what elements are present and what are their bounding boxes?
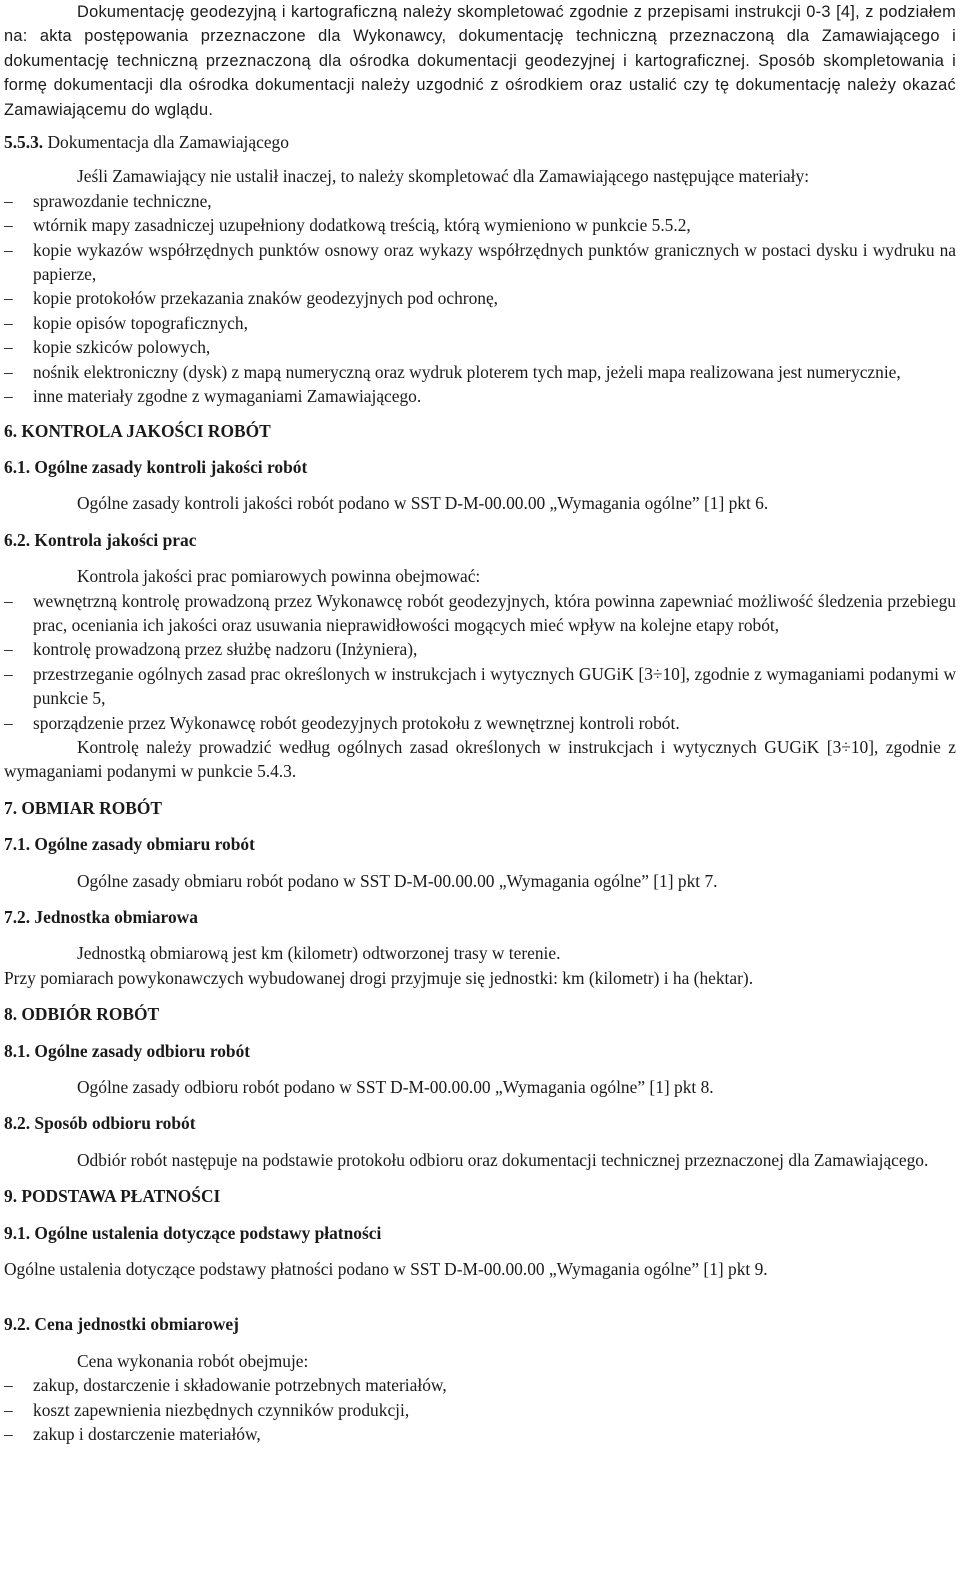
list-item bbox=[4, 189, 956, 213]
list-item bbox=[4, 589, 956, 638]
section-number: 5.5.3. bbox=[4, 132, 44, 153]
section-6-2-closing: Kontrolę należy prowadzić według ogólnych zasad określonych w instrukcjach i wytycznych GUGiK [3÷10], zgodnie z wymaganiami podanymi w punkcie 5.4.3. bbox=[4, 736, 956, 782]
list-item bbox=[4, 637, 956, 661]
dash-bullet: – bbox=[4, 312, 13, 333]
dash-bullet: – bbox=[4, 590, 13, 611]
dash-bullet: – bbox=[4, 190, 13, 211]
list-item-text: kopie szkiców polowych, bbox=[33, 337, 211, 358]
dash-bullet: – bbox=[4, 215, 13, 236]
dash-bullet: – bbox=[4, 288, 13, 309]
list-item bbox=[4, 238, 956, 287]
dash-bullet: – bbox=[4, 1399, 13, 1420]
dash-bullet: – bbox=[4, 1424, 13, 1445]
section-7-1-text: Ogólne zasady obmiaru robót podano w SST D-M-00.00.00 „Wymagania ogólne” [1] pkt 7. bbox=[77, 870, 718, 891]
section-7-1-heading: 7.1. Ogólne zasady obmiaru robót bbox=[4, 834, 255, 855]
list-item-text: kopie opisów topograficznych, bbox=[33, 312, 248, 333]
list-item-text: wewnętrzną kontrolę prowadzoną przez Wykonawcę robót geodezyjnych, która powinna zapewniać możliwość śledzenia przebiegu prac, oceniania ich jakości oraz usuwania nieprawidłowości mogących mieć wpływ na kolejne etapy robót, bbox=[33, 590, 956, 635]
section-6-2-lead: Kontrola jakości prac pomiarowych powinna obejmować: bbox=[77, 566, 481, 587]
section-8-2-text: Odbiór robót następuje na podstawie protokołu odbioru oraz dokumentacji technicznej przeznaczonej dla Zamawiającego. bbox=[77, 1149, 929, 1170]
section-5-5-3-lead: Jeśli Zamawiający nie ustalił inaczej, to należy skompletować dla Zamawiającego następujące materiały: bbox=[77, 166, 810, 187]
section-8-1-text: Ogólne zasady odbioru robót podano w SST D-M-00.00.00 „Wymagania ogólne” [1] pkt 8. bbox=[77, 1077, 714, 1098]
dash-bullet: – bbox=[4, 712, 13, 733]
list-item bbox=[4, 1398, 956, 1422]
section-8-heading: 8. ODBIÓR ROBÓT bbox=[4, 1004, 160, 1025]
list-item bbox=[4, 711, 956, 735]
list-item bbox=[4, 384, 956, 408]
section-6-1-heading: 6.1. Ogólne zasady kontroli jakości robót bbox=[4, 456, 308, 477]
list-item bbox=[4, 311, 956, 335]
section-7-2-heading: 7.2. Jednostka obmiarowa bbox=[4, 907, 198, 927]
quality-control-list bbox=[4, 589, 956, 735]
list-item-text: nośnik elektroniczny (dysk) z mapą numeryczną oraz wydruk ploterem tych map, jeżeli mapa realizowana jest numerycznie, bbox=[33, 361, 901, 382]
section-6-2-heading: 6.2. Kontrola jakości prac bbox=[4, 529, 197, 550]
section-9-2-lead: Cena wykonania robót obejmuje: bbox=[77, 1350, 309, 1371]
list-item-text: zakup i dostarczenie materiałów, bbox=[33, 1424, 261, 1445]
dash-bullet: – bbox=[4, 663, 13, 684]
list-item bbox=[4, 360, 956, 384]
list-item bbox=[4, 662, 956, 711]
section-6-1-text: Ogólne zasady kontroli jakości robót podano w SST D-M-00.00.00 „Wymagania ogólne” [1] pkt 6. bbox=[77, 493, 769, 514]
list-item-text: wtórnik mapy zasadniczej uzupełniony dodatkową treścią, którą wymieniono w punkcie 5.5.2, bbox=[33, 215, 691, 236]
materials-list bbox=[4, 189, 956, 409]
section-7-2-text-1: Jednostką obmiarową jest km (kilometr) odtworzonej trasy w terenie. bbox=[77, 943, 561, 964]
dash-bullet: – bbox=[4, 386, 13, 407]
list-item-text: kontrolę prowadzoną przez służbę nadzoru (Inżyniera), bbox=[33, 639, 418, 660]
section-5-5-3-heading bbox=[4, 130, 956, 154]
list-item-text: zakup, dostarczenie i składowanie potrzebnych materiałów, bbox=[33, 1375, 447, 1396]
intro-text-2: Sposób skompletowania i formę dokumentacji dla ośrodka dokumentacji należy uzgodnić z ośrodkiem oraz ustalić czy tę dokumentację należy okazać Zamawiającemu do wglądu. bbox=[4, 51, 956, 119]
list-item-text: inne materiały zgodne z wymaganiami Zamawiającego. bbox=[33, 386, 422, 407]
list-item bbox=[4, 213, 956, 237]
section-7-heading: 7. OBMIAR ROBÓT bbox=[4, 797, 162, 818]
list-item bbox=[4, 335, 956, 359]
section-6-heading: 6. KONTROLA JAKOŚCI ROBÓT bbox=[4, 420, 271, 441]
dash-bullet: – bbox=[4, 239, 13, 260]
dash-bullet: – bbox=[4, 1375, 13, 1396]
dash-bullet: – bbox=[4, 337, 13, 358]
list-item-text: sporządzenie przez Wykonawcę robót geodezyjnych protokołu z wewnętrznej kontroli robót. bbox=[33, 712, 680, 733]
list-item-text: sprawozdanie techniczne, bbox=[33, 190, 212, 211]
section-9-1-heading: 9.1. Ogólne ustalenia dotyczące podstawy płatności bbox=[4, 1222, 382, 1243]
section-9-1-text: Ogólne ustalenia dotyczące podstawy płatności podano w SST D-M-00.00.00 „Wymagania ogólne” [1] pkt 9. bbox=[4, 1259, 768, 1280]
list-item-text: kopie wykazów współrzędnych punktów osnowy oraz wykazy współrzędnych punktów granicznych w postaci dysku i wydruku na papierze, bbox=[33, 239, 956, 285]
section-8-2-heading: 8.2. Sposób odbioru robót bbox=[4, 1113, 196, 1134]
list-item bbox=[4, 1373, 956, 1397]
section-9-heading: 9. PODSTAWA PŁATNOŚCI bbox=[4, 1186, 221, 1207]
dash-bullet: – bbox=[4, 639, 13, 660]
list-item-text: kopie protokołów przekazania znaków geodezyjnych pod ochronę, bbox=[33, 288, 499, 309]
intro-text-1: Dokumentację geodezyjną i kartograficzną należy skompletować zgodnie z przepisami instrukcji 0-3 [4], z podziałem na: akta postępowania przeznaczone dla Wykonawcy, dokumentację techniczną przeznaczoną dla Zamawiającego i dokumentację techniczną przeznaczoną dla ośrodka dokumentacji geodezyjnej i kartograficznej. bbox=[4, 3, 956, 70]
list-item bbox=[4, 286, 956, 310]
dash-bullet: – bbox=[4, 361, 13, 382]
section-title: Dokumentacja dla Zamawiającego bbox=[47, 132, 289, 153]
section-9-2-heading: 9.2. Cena jednostki obmiarowej bbox=[4, 1314, 239, 1335]
list-item-text: przestrzeganie ogólnych zasad prac określonych w instrukcjach i wytycznych GUGiK [3÷10], zgodnie z wymaganiami podanymi w punkcie 5, bbox=[33, 663, 956, 709]
list-item bbox=[4, 1422, 956, 1446]
price-components-list bbox=[4, 1373, 956, 1446]
list-item-text: koszt zapewnienia niezbędnych czynników produkcji, bbox=[33, 1399, 410, 1420]
section-7-2-text-2: Przy pomiarach powykonawczych wybudowanej drogi przyjmuje się jednostki: km (kilometr) i ha (hektar). bbox=[4, 967, 754, 988]
section-8-1-heading: 8.1. Ogólne zasady odbioru robót bbox=[4, 1040, 251, 1061]
intro-paragraph bbox=[4, 0, 956, 122]
